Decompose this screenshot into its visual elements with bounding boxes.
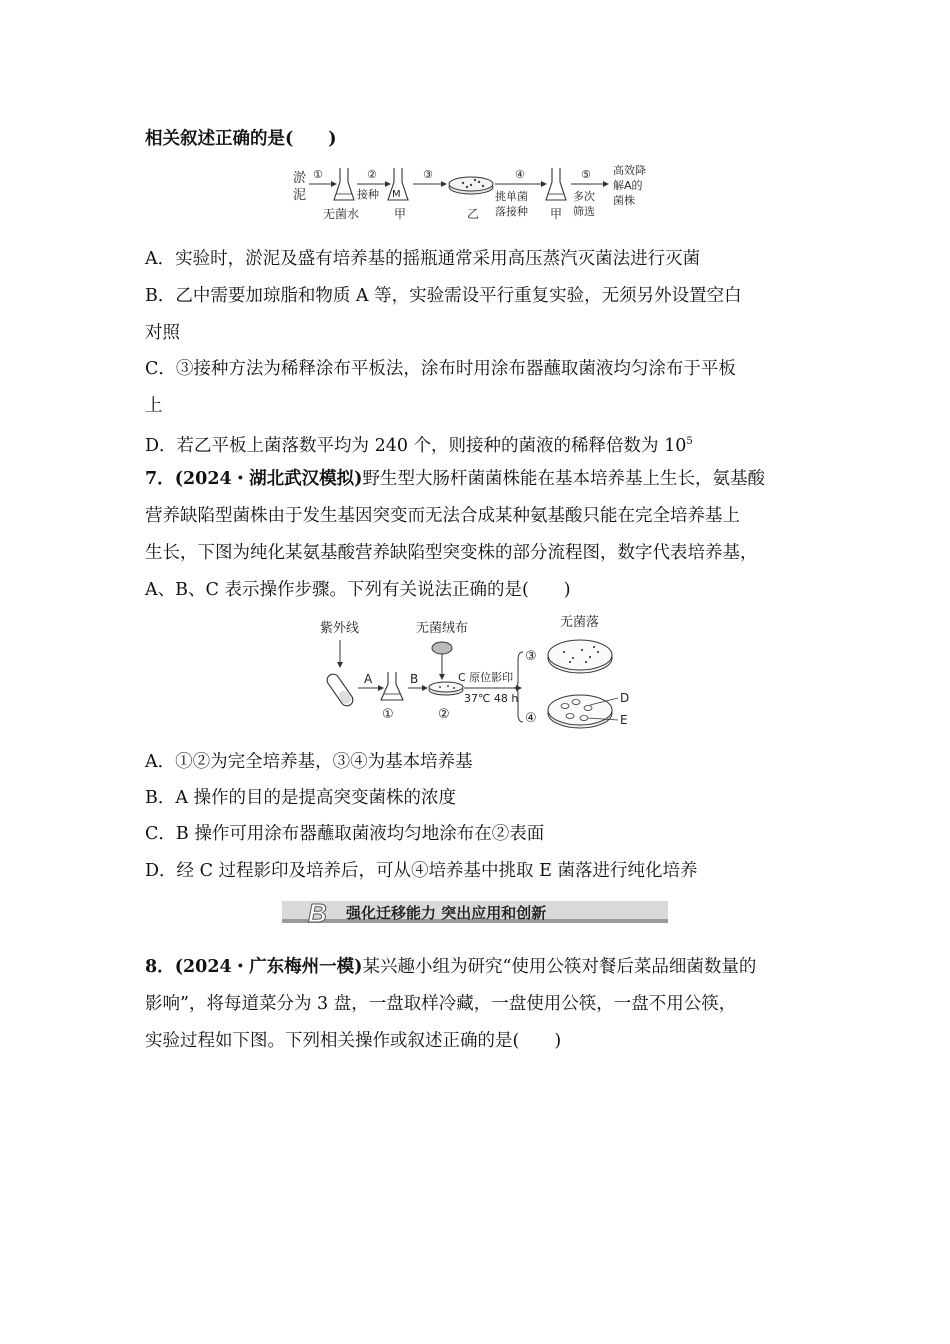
q8-line2: 影响”，将每道菜分为 3 盘，一盘取样冷藏，一盘使用公筷，一盘不用公筷， <box>145 994 737 1014</box>
q6-option-d: D．若乙平板上菌落数平均为 240 个，则接种的菌液的稀释倍数为 $10^5$ <box>145 435 693 456</box>
step-b-label: B <box>410 672 419 686</box>
q7-option-a: A．①②为完全培养基，③④为基本培养基 <box>145 752 473 772</box>
result-3: 菌株 <box>613 194 635 207</box>
medium-1-label: ① <box>382 707 394 722</box>
jia-label-2: 甲 <box>550 207 563 221</box>
step-1: ① <box>313 168 323 181</box>
uv-label: 紫外线 <box>320 621 360 636</box>
arrow-2-head <box>385 181 391 187</box>
q7-option-c: C．B 操作可用涂布器蘸取菌液均匀地涂布在②表面 <box>145 824 545 844</box>
pick-colony-2: 落接种 <box>495 205 528 218</box>
q6-option-a: A．实验时，淤泥及盛有培养基的摇瓶通常采用高压蒸汽灭菌法进行灭菌 <box>145 249 701 269</box>
q6-option-b-line1: B．乙中需要加琼脂和物质 A 等，实验需设平行重复实验，无须另外设置空白 <box>145 286 742 306</box>
medium-3-label: ③ <box>525 649 537 664</box>
flask-letter: M <box>392 189 401 200</box>
condition-label: 37℃ 48 h <box>464 692 519 705</box>
q6-flow-diagram <box>285 160 665 230</box>
q7-line4: A、B、C 表示操作步骤。下列有关说法正确的是( ) <box>145 580 571 600</box>
step-2: ② <box>367 168 377 181</box>
q6-option-d-exponent: 5 <box>686 436 693 447</box>
q6-option-b-line2: 对照 <box>145 323 180 343</box>
q7-line3: 生长，下图为纯化某氨基酸营养缺陷型突变株的部分流程图，数字代表培养基， <box>145 543 758 563</box>
test-tube-icon <box>325 672 355 708</box>
colony-d-label: D <box>620 691 630 705</box>
q6-option-c-line2: 上 <box>145 396 163 416</box>
yi-label: 乙 <box>467 207 480 221</box>
multi-screen-2: 筛选 <box>573 205 595 218</box>
arrow-3-head <box>441 181 447 187</box>
q7-option-d: D．经 C 过程影印及培养后，可从④培养基中挑取 E 菌落进行纯化培养 <box>145 861 698 881</box>
q7-line2: 营养缺陷型菌株由于发生基因突变而无法合成某种氨基酸只能在完全培养基上 <box>145 506 740 526</box>
section-banner <box>282 895 668 929</box>
velvet-icon <box>432 642 452 654</box>
q8-line1: 8．(2024・广东梅州一模)某兴趣小组为研究“使用公筷对餐后菜品细菌数量的 <box>145 957 757 977</box>
step-a-label: A <box>364 672 373 686</box>
velvet-label: 无菌绒布 <box>416 621 469 636</box>
medium-4-label: ④ <box>525 711 537 726</box>
uv-arrow-head <box>337 662 343 668</box>
inoculate-label: 接种 <box>357 188 379 201</box>
step-3: ③ <box>423 168 433 181</box>
mud-label-1: 淤 <box>293 171 307 186</box>
flask-1-icon <box>381 672 403 700</box>
pick-colony-1: 挑单菌 <box>495 190 528 203</box>
q8-number: 8． <box>145 957 175 977</box>
banner-letter-icon: B <box>308 898 327 928</box>
medium-2-label: ② <box>438 707 450 722</box>
multi-screen-1: 多次 <box>573 190 595 203</box>
arrow-5-head <box>603 181 609 187</box>
step-c-label: C 原位影印 <box>458 671 514 684</box>
jia-label-1: 甲 <box>394 207 407 221</box>
result-2: 解A的 <box>613 179 643 192</box>
q8-source: (2024・广东梅州一模) <box>174 957 363 977</box>
q8-line3: 实验过程如下图。下列相关操作或叙述正确的是( ) <box>145 1031 562 1051</box>
q7-replica-plating-diagram <box>318 610 648 740</box>
arrow-1-head <box>331 181 337 187</box>
no-colony-label: 无菌落 <box>560 615 600 630</box>
arrow-4-head <box>541 181 547 187</box>
colony-e-label: E <box>620 713 628 727</box>
q6-stem-tail: 相关叙述正确的是( ) <box>145 129 337 149</box>
sterile-water-label: 无菌水 <box>323 207 360 221</box>
mud-label-2: 泥 <box>293 188 307 203</box>
q6-option-c-line1: C．③接种方法为稀释涂布平板法，涂布时用涂布器蘸取菌液均匀涂布于平板 <box>145 359 736 379</box>
result-1: 高效降 <box>613 164 646 177</box>
step-4: ④ <box>515 168 525 181</box>
banner-title: 强化迁移能力 突出应用和创新 <box>346 904 547 922</box>
q7-number: 7． <box>145 469 175 489</box>
step-5: ⑤ <box>581 168 591 181</box>
flask-3-icon <box>546 168 566 200</box>
q7-option-b: B．A 操作的目的是提高突变菌株的浓度 <box>145 788 457 808</box>
q7-line1: 7．(2024・湖北武汉模拟)野生型大肠杆菌菌株能在基本培养基上生长，氨基酸 <box>145 469 765 489</box>
q7-source: (2024・湖北武汉模拟) <box>174 469 363 489</box>
